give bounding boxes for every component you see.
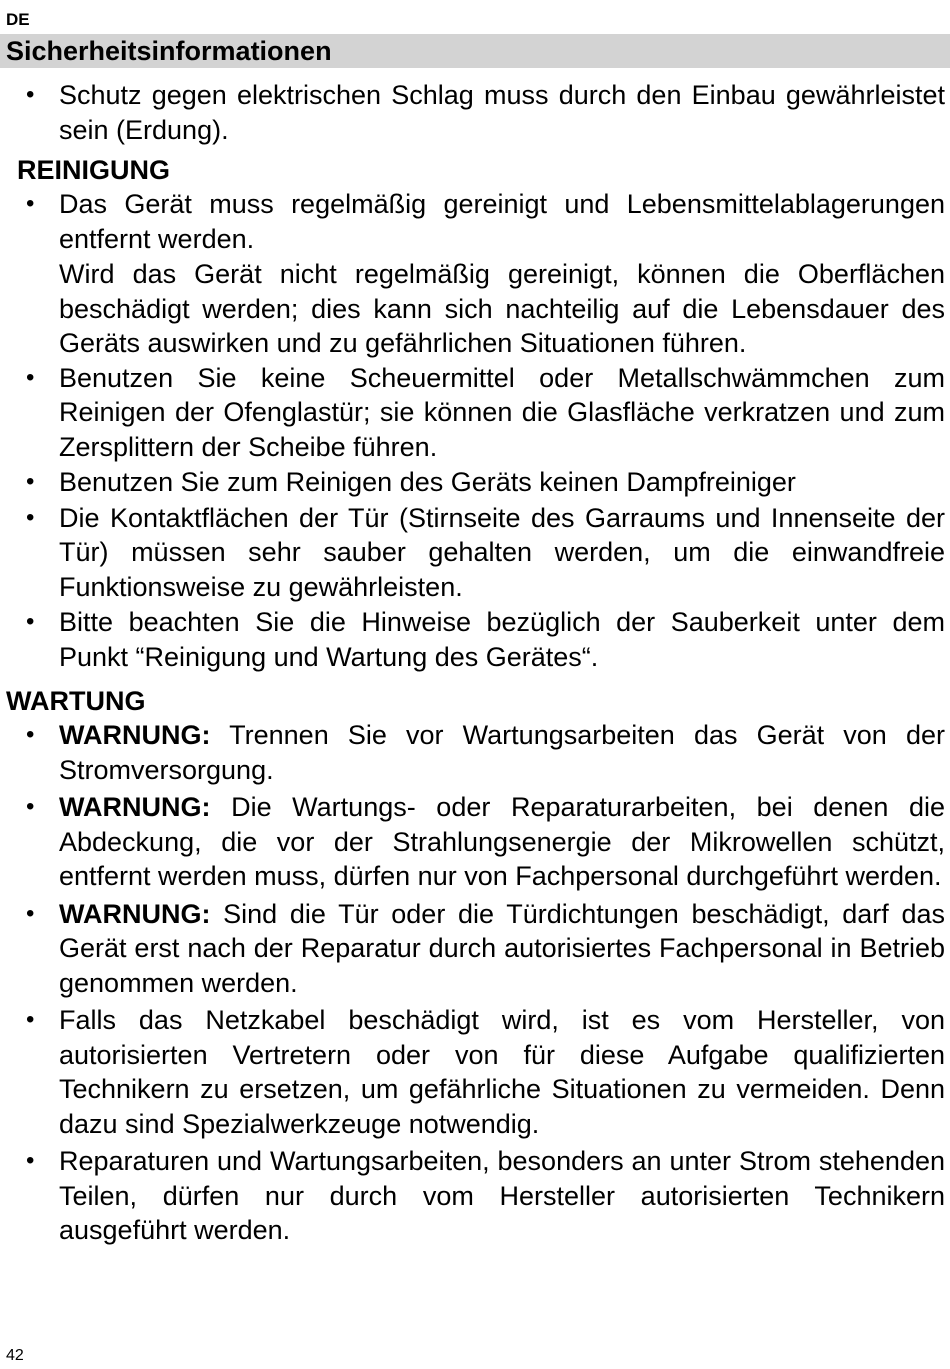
bullet-icon: • xyxy=(26,1147,35,1174)
list-item: • Schutz gegen elektrischen Schlag muss durch den Einbau gewährleistet sein (Erdung). xyxy=(26,80,945,145)
bullet-icon: • xyxy=(26,608,35,635)
warning-label: WARNUNG: xyxy=(59,792,211,822)
reinigung-list xyxy=(0,187,950,674)
list-item: • Benutzen Sie keine Scheuermittel oder Metallschwämmchen zum Reinigen der Ofenglastür; sie können die Glasfläche verkratzen und zum Zersplittern der Scheibe führen. xyxy=(26,362,945,462)
warning-label: WARNUNG: xyxy=(59,720,211,750)
bullet-icon: • xyxy=(26,190,35,217)
warning-label: WARNUNG: xyxy=(59,898,211,929)
heading-wartung: WARTUNG xyxy=(6,686,146,716)
bullet-icon: • xyxy=(26,503,35,531)
list-item: • WARNUNG: Sind die Tür oder die Türdichtungen beschädigt, darf das Gerät erst nach der Reparatur durch autorisiertes Fachpersonal in Betrieb genommen werden. xyxy=(26,898,945,998)
bullet-icon: • xyxy=(26,721,35,748)
bullet-icon: • xyxy=(26,1006,35,1033)
list-item-continuation: Wird das Gerät nicht regelmäßig gereinigt, können die Oberflächen beschädigt werden; dies kann sich nachteilig auf die Lebensdauer des Geräts auswirken und zu gefährlichen Situationen führen. xyxy=(59,259,945,358)
bullet-icon: • xyxy=(26,793,35,820)
intro-list xyxy=(0,78,950,147)
list-item: • Das Gerät muss regelmäßig gereinigt und Lebensmittelablagerungen entfernt werden. xyxy=(26,189,945,254)
list-item: • Bitte beachten Sie die Hinweise bezüglich der Sauberkeit unter dem Punkt “Reinigung und Wartung des Gerätes“. xyxy=(26,607,945,672)
list-item: • Die Kontaktflächen der Tür (Stirnseite des Garraums und Innenseite der Tür) müssen sehr sauber gehalten werden, um die einwandfreie Funktionsweise zu gewährleisten. xyxy=(26,502,945,602)
bullet-icon: • xyxy=(26,468,35,495)
heading-reinigung: REINIGUNG xyxy=(17,155,171,185)
list-item: • Benutzen Sie zum Reinigen des Geräts keinen Dampfreiniger xyxy=(0,465,950,500)
language-code: DE xyxy=(6,10,30,29)
bullet-icon: • xyxy=(26,899,35,927)
section-title: Sicherheitsinformationen xyxy=(6,36,332,66)
list-item: • Reparaturen und Wartungsarbeiten, besonders an unter Strom stehenden Teilen, dürfen nur durch vom Hersteller autorisierten Technikern ausgeführt werden. xyxy=(26,1146,945,1245)
list-item: • Falls das Netzkabel beschädigt wird, ist es vom Hersteller, von autorisierten Vertretern oder von für diese Aufgabe qualifizierten Technikern zu ersetzen, um gefährliche Situationen zu vermeiden. Denn dazu sind Spezialwerkzeuge notwendig. xyxy=(26,1005,945,1139)
wartung-list xyxy=(0,718,950,1248)
bullet-icon: • xyxy=(26,81,35,108)
list-item: • WARNUNG: Trennen Sie vor Wartungsarbeiten das Gerät von der Stromversorgung. xyxy=(26,720,945,785)
document-body xyxy=(0,78,950,1251)
list-item: • WARNUNG: Die Wartungs- oder Reparaturarbeiten, bei denen die Abdeckung, die vor der Strahlungsenergie der Mikrowellen schützt, entfernt werden muss, dürfen nur von Fachpersonal durchgeführt werden. xyxy=(26,792,945,891)
bullet-icon: • xyxy=(26,363,35,391)
page-number: 42 xyxy=(6,1347,24,1364)
